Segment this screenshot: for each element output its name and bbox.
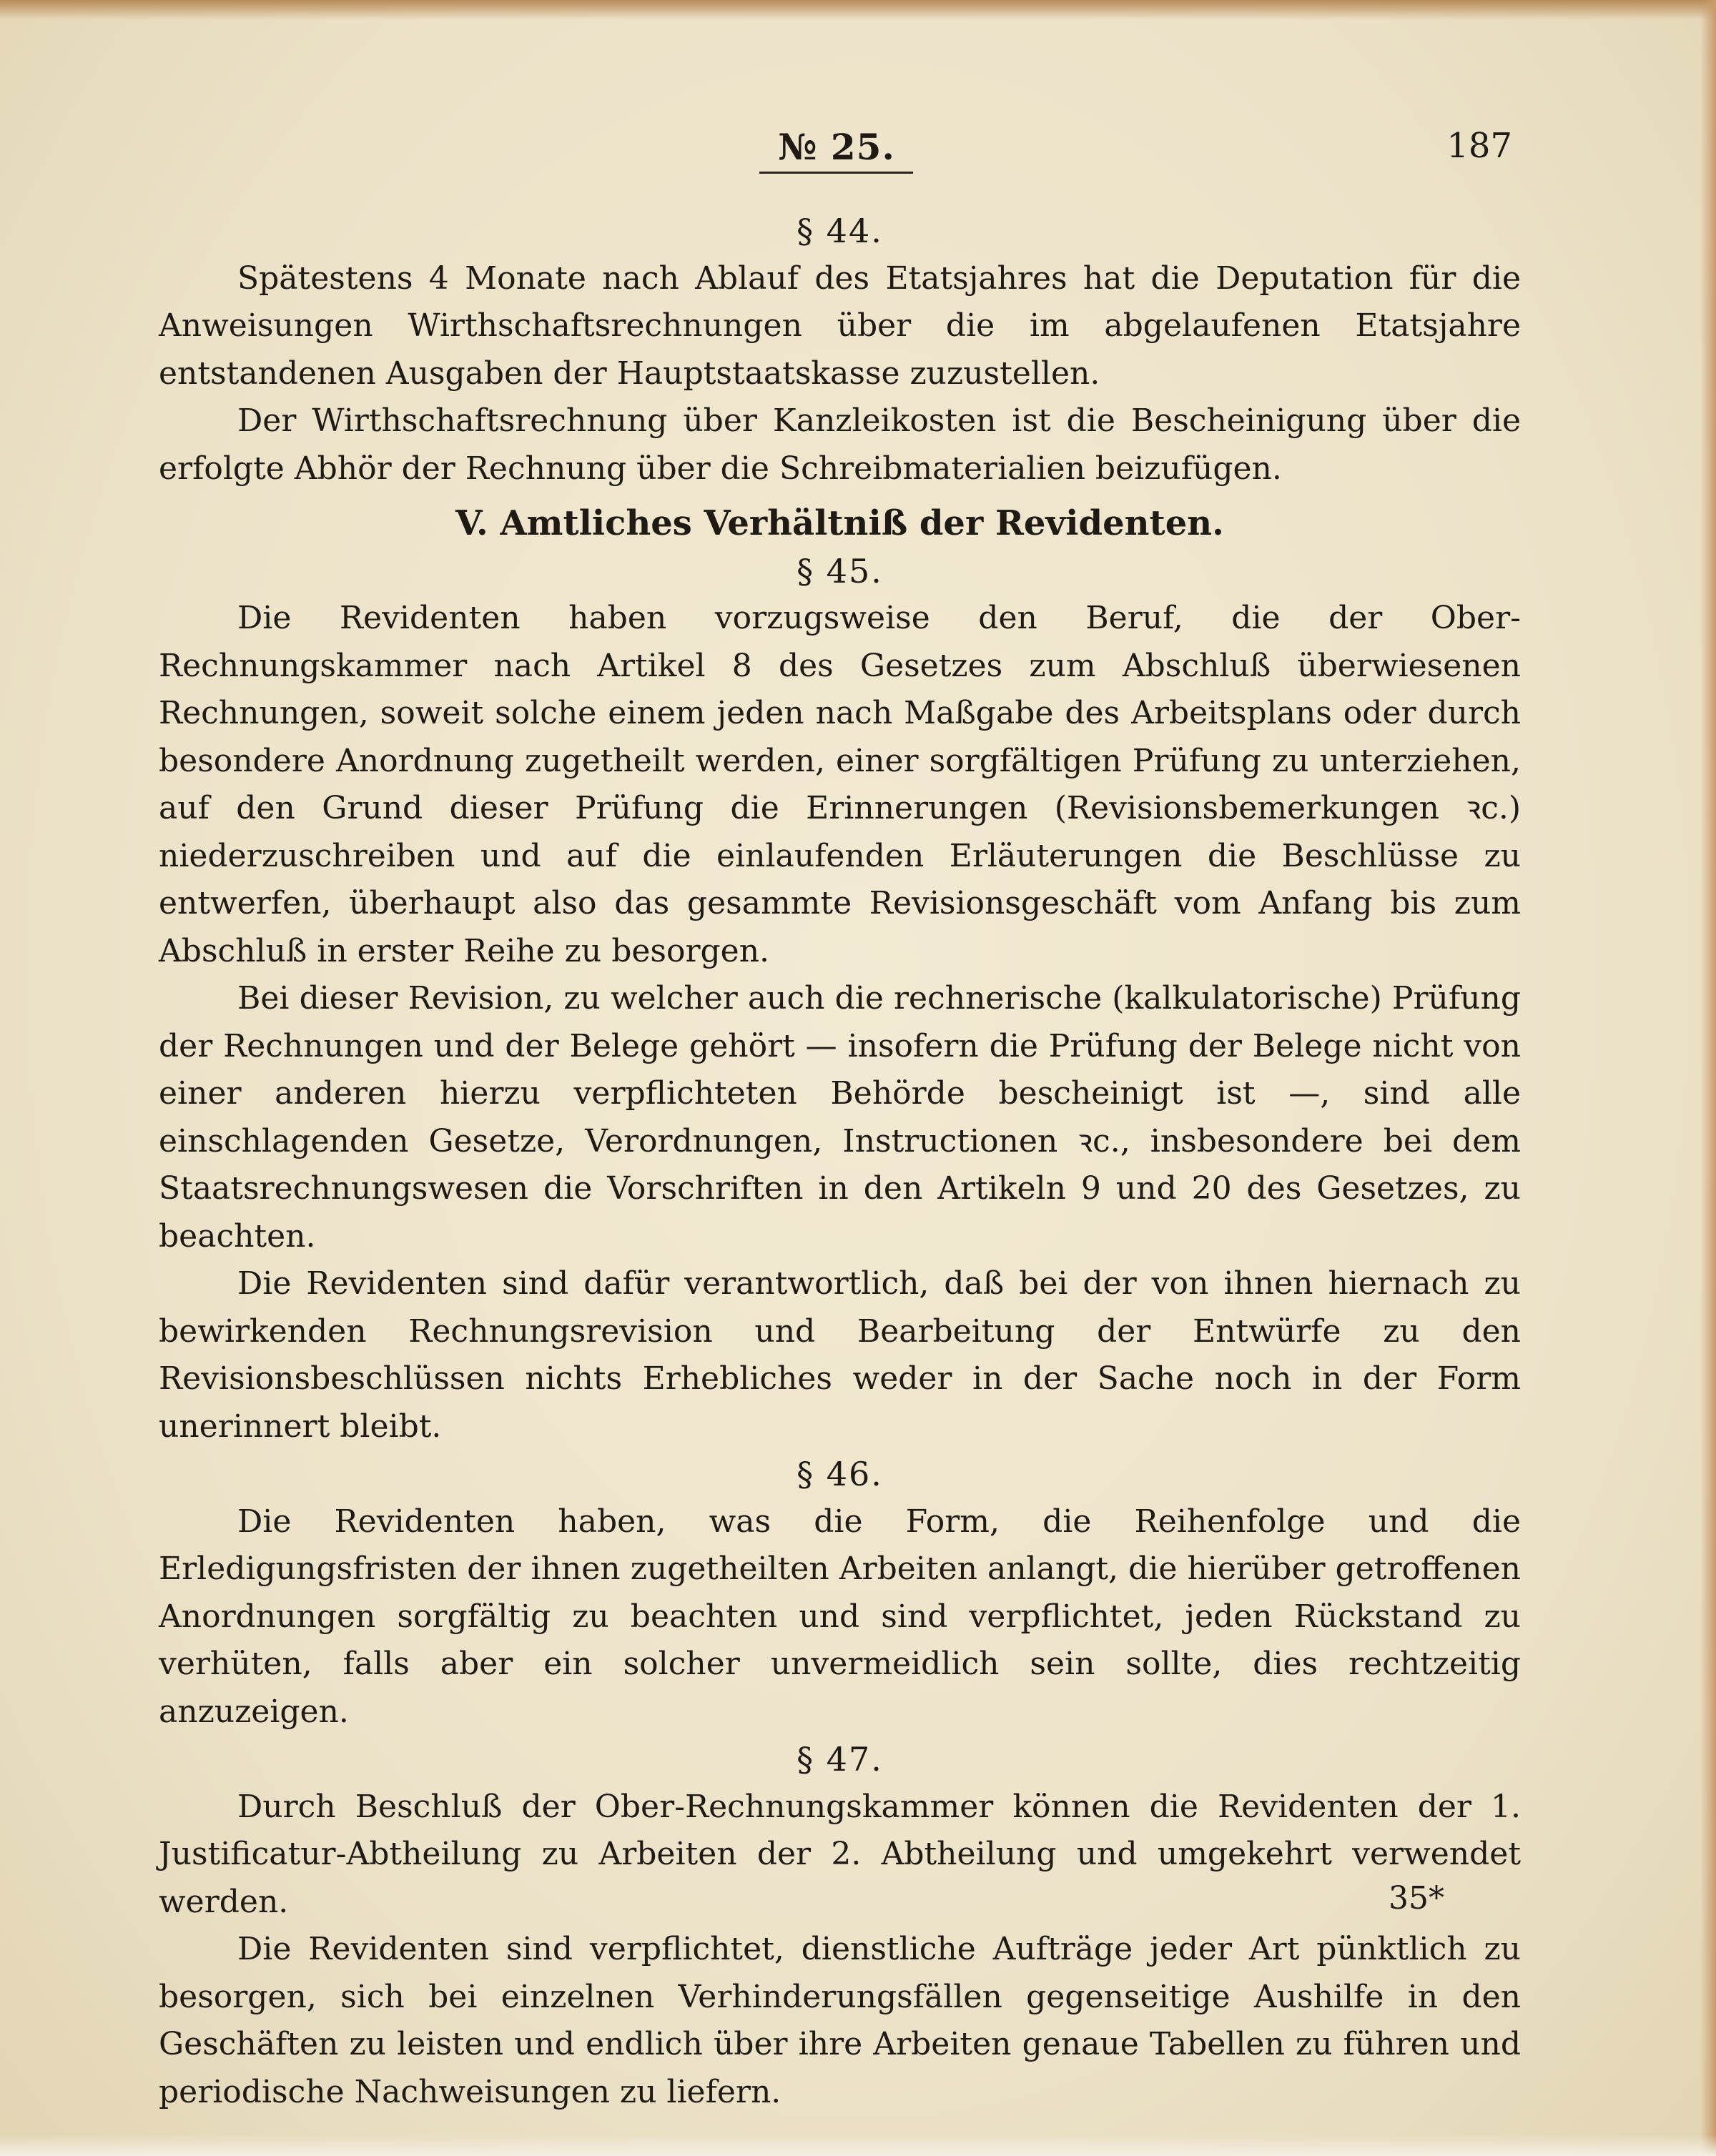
section-47-paragraph-1: Durch Beschluß der Ober-Rechnungskammer können die Revidenten der 1. Justificatur-Abtheilung zu Arbeiten der 2. Abtheilung und umgekehrt verwendet werden. (159, 1788, 1521, 1920)
section-45-paragraph-3: Die Revidenten sind dafür verantwortlich, daß bei der von ihnen hiernach zu bewirkenden Rechnungsrevision und Bearbeitung der Entwürfe zu den Revisionsbeschlüssen nichts Erhebliches weder in der Sache noch in der Form unerinnert bleibt. (159, 1265, 1521, 1445)
issue-underline (759, 172, 913, 174)
section-45-paragraph-1: Die Revidenten haben vorzugsweise den Beruf, die der Ober-Rechnungskammer nach Artikel 8 des Gesetzes zum Abschluß überwiesenen Rechnungen, soweit solche einem jeden nach Maßgabe des Arbeitsplans oder durch besondere Anordnung zugetheilt werden, einer sorgfältigen Prüfung zu unterziehen, auf den Grund dieser Prüfung die Erinnerungen (Revisionsbemerkungen ꝛc.) niederzuschreiben und auf die einlaufenden Erläuterungen die Beschlüsse zu entwerfen, überhaupt also das gesammte Revisionsgeschäft vom Anfang bis zum Abschluß in erster Reihe zu besorgen. (159, 600, 1521, 969)
page-edge-bottom (0, 2135, 1716, 2156)
page-number: 187 (1446, 126, 1512, 166)
page-edge-top (0, 0, 1716, 20)
signature-mark: 35* (1389, 1880, 1444, 1917)
section-45-heading: § 45. (797, 551, 883, 590)
section-44-paragraph-2: Der Wirthschaftsrechnung über Kanzleikosten ist die Bescheinigung über die erfolgte Abhör der Rechnung über die Schreibmaterialien beizufügen. (159, 402, 1521, 487)
body-text (159, 207, 1521, 2116)
page-header (0, 122, 1716, 179)
section-46-paragraph-1: Die Revidenten haben, was die Form, die Reihenfolge und die Erledigungsfristen der ihnen zugetheilten Arbeiten anlangt, die hierüber getroffenen Anordnungen sorgfältig zu beachten und sind verpflichtet, jeden Rückstand zu verhüten, falls aber ein solcher unvermeidlich sein sollte, dies rechtzeitig anzuzeigen. (159, 1503, 1521, 1730)
section-44-paragraph-1: Spätestens 4 Monate nach Ablauf des Etatsjahres hat die Deputation für die Anweisungen Wirthschaftsrechnungen über die im abgelaufenen Etatsjahre entstandenen Ausgaben der Hauptstaatskasse zuzustellen. (159, 259, 1521, 392)
section-44-heading: § 44. (797, 212, 883, 250)
section-47-heading: § 47. (797, 1740, 883, 1779)
page-edge-right (1700, 0, 1716, 2156)
section-47-paragraph-2: Die Revidenten sind verpflichtet, dienstliche Aufträge jeder Art pünktlich zu besorgen, sich bei einzelnen Verhinderungsfällen gegenseitige Aushilfe in den Geschäften zu leisten und endlich über ihre Arbeiten genaue Tabellen zu führen und periodische Nachweisungen zu liefern. (159, 1931, 1521, 2110)
section-46-heading: § 46. (797, 1455, 883, 1493)
issue-number: № 25. (778, 126, 895, 168)
section-45-paragraph-2: Bei dieser Revision, zu welcher auch die rechnerische (kalkulatorische) Prüfung der Rechnungen und der Belege gehört — insofern die Prüfung der Belege nicht von einer anderen hierzu verpflichteten Behörde bescheinigt ist —, sind alle einschlagenden Gesetze, Verordnungen, Instructionen ꝛc., insbesondere bei dem Staatsrechnungswesen die Vorschriften in den Artikeln 9 und 20 des Gesetzes, zu beachten. (159, 980, 1521, 1255)
chapter-v-heading: V. Amtliches Verhältniß der Revidenten. (455, 503, 1224, 543)
